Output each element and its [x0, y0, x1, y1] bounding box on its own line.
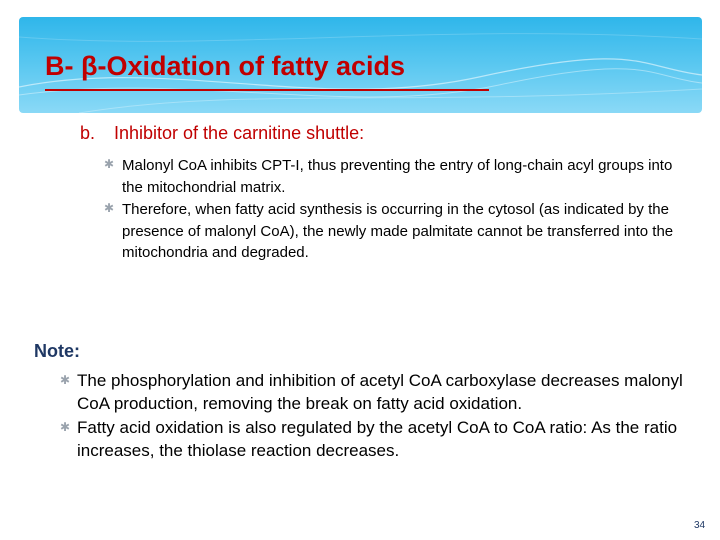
asterisk-bullet-icon: ✱: [60, 420, 71, 434]
section-marker: b.: [80, 123, 96, 143]
asterisk-bullet-icon: ✱: [60, 373, 71, 387]
page-number: 34: [694, 520, 706, 531]
asterisk-bullet-icon: ✱: [104, 157, 115, 171]
list-item: [100, 155, 680, 198]
bullet-text: The phosphorylation and inhibition of acetyl CoA carboxylase decreases malonyl CoA production, removing the break on fatty acid oxidation.: [77, 371, 683, 413]
title-banner: [19, 17, 702, 113]
bullet-text: Malonyl CoA inhibits CPT-I, thus preventing the entry of long-chain acyl groups into the mitochondrial matrix.: [122, 157, 673, 196]
title-underline: [45, 89, 489, 91]
section-bullet-list: [100, 155, 680, 265]
list-item: [57, 416, 697, 462]
slide-title: B- β-Oxidation of fatty acids: [45, 51, 406, 81]
asterisk-bullet-icon: ✱: [104, 201, 115, 215]
note-label: Note:: [34, 341, 80, 361]
note-bullet-list: [57, 369, 697, 463]
list-item: [100, 199, 680, 264]
section-heading-text: Inhibitor of the carnitine shuttle:: [114, 123, 365, 143]
list-item: [57, 369, 697, 415]
bullet-text: Fatty acid oxidation is also regulated by the acetyl CoA to CoA ratio: As the ratio increases, the thiolase reaction decreases.: [77, 418, 678, 460]
section-heading: [80, 123, 364, 144]
bullet-text: Therefore, when fatty acid synthesis is occurring in the cytosol (as indicated by the presence of malonyl CoA), the newly made palmitate cannot be transferred into the mitochondria and degraded.: [122, 201, 674, 261]
